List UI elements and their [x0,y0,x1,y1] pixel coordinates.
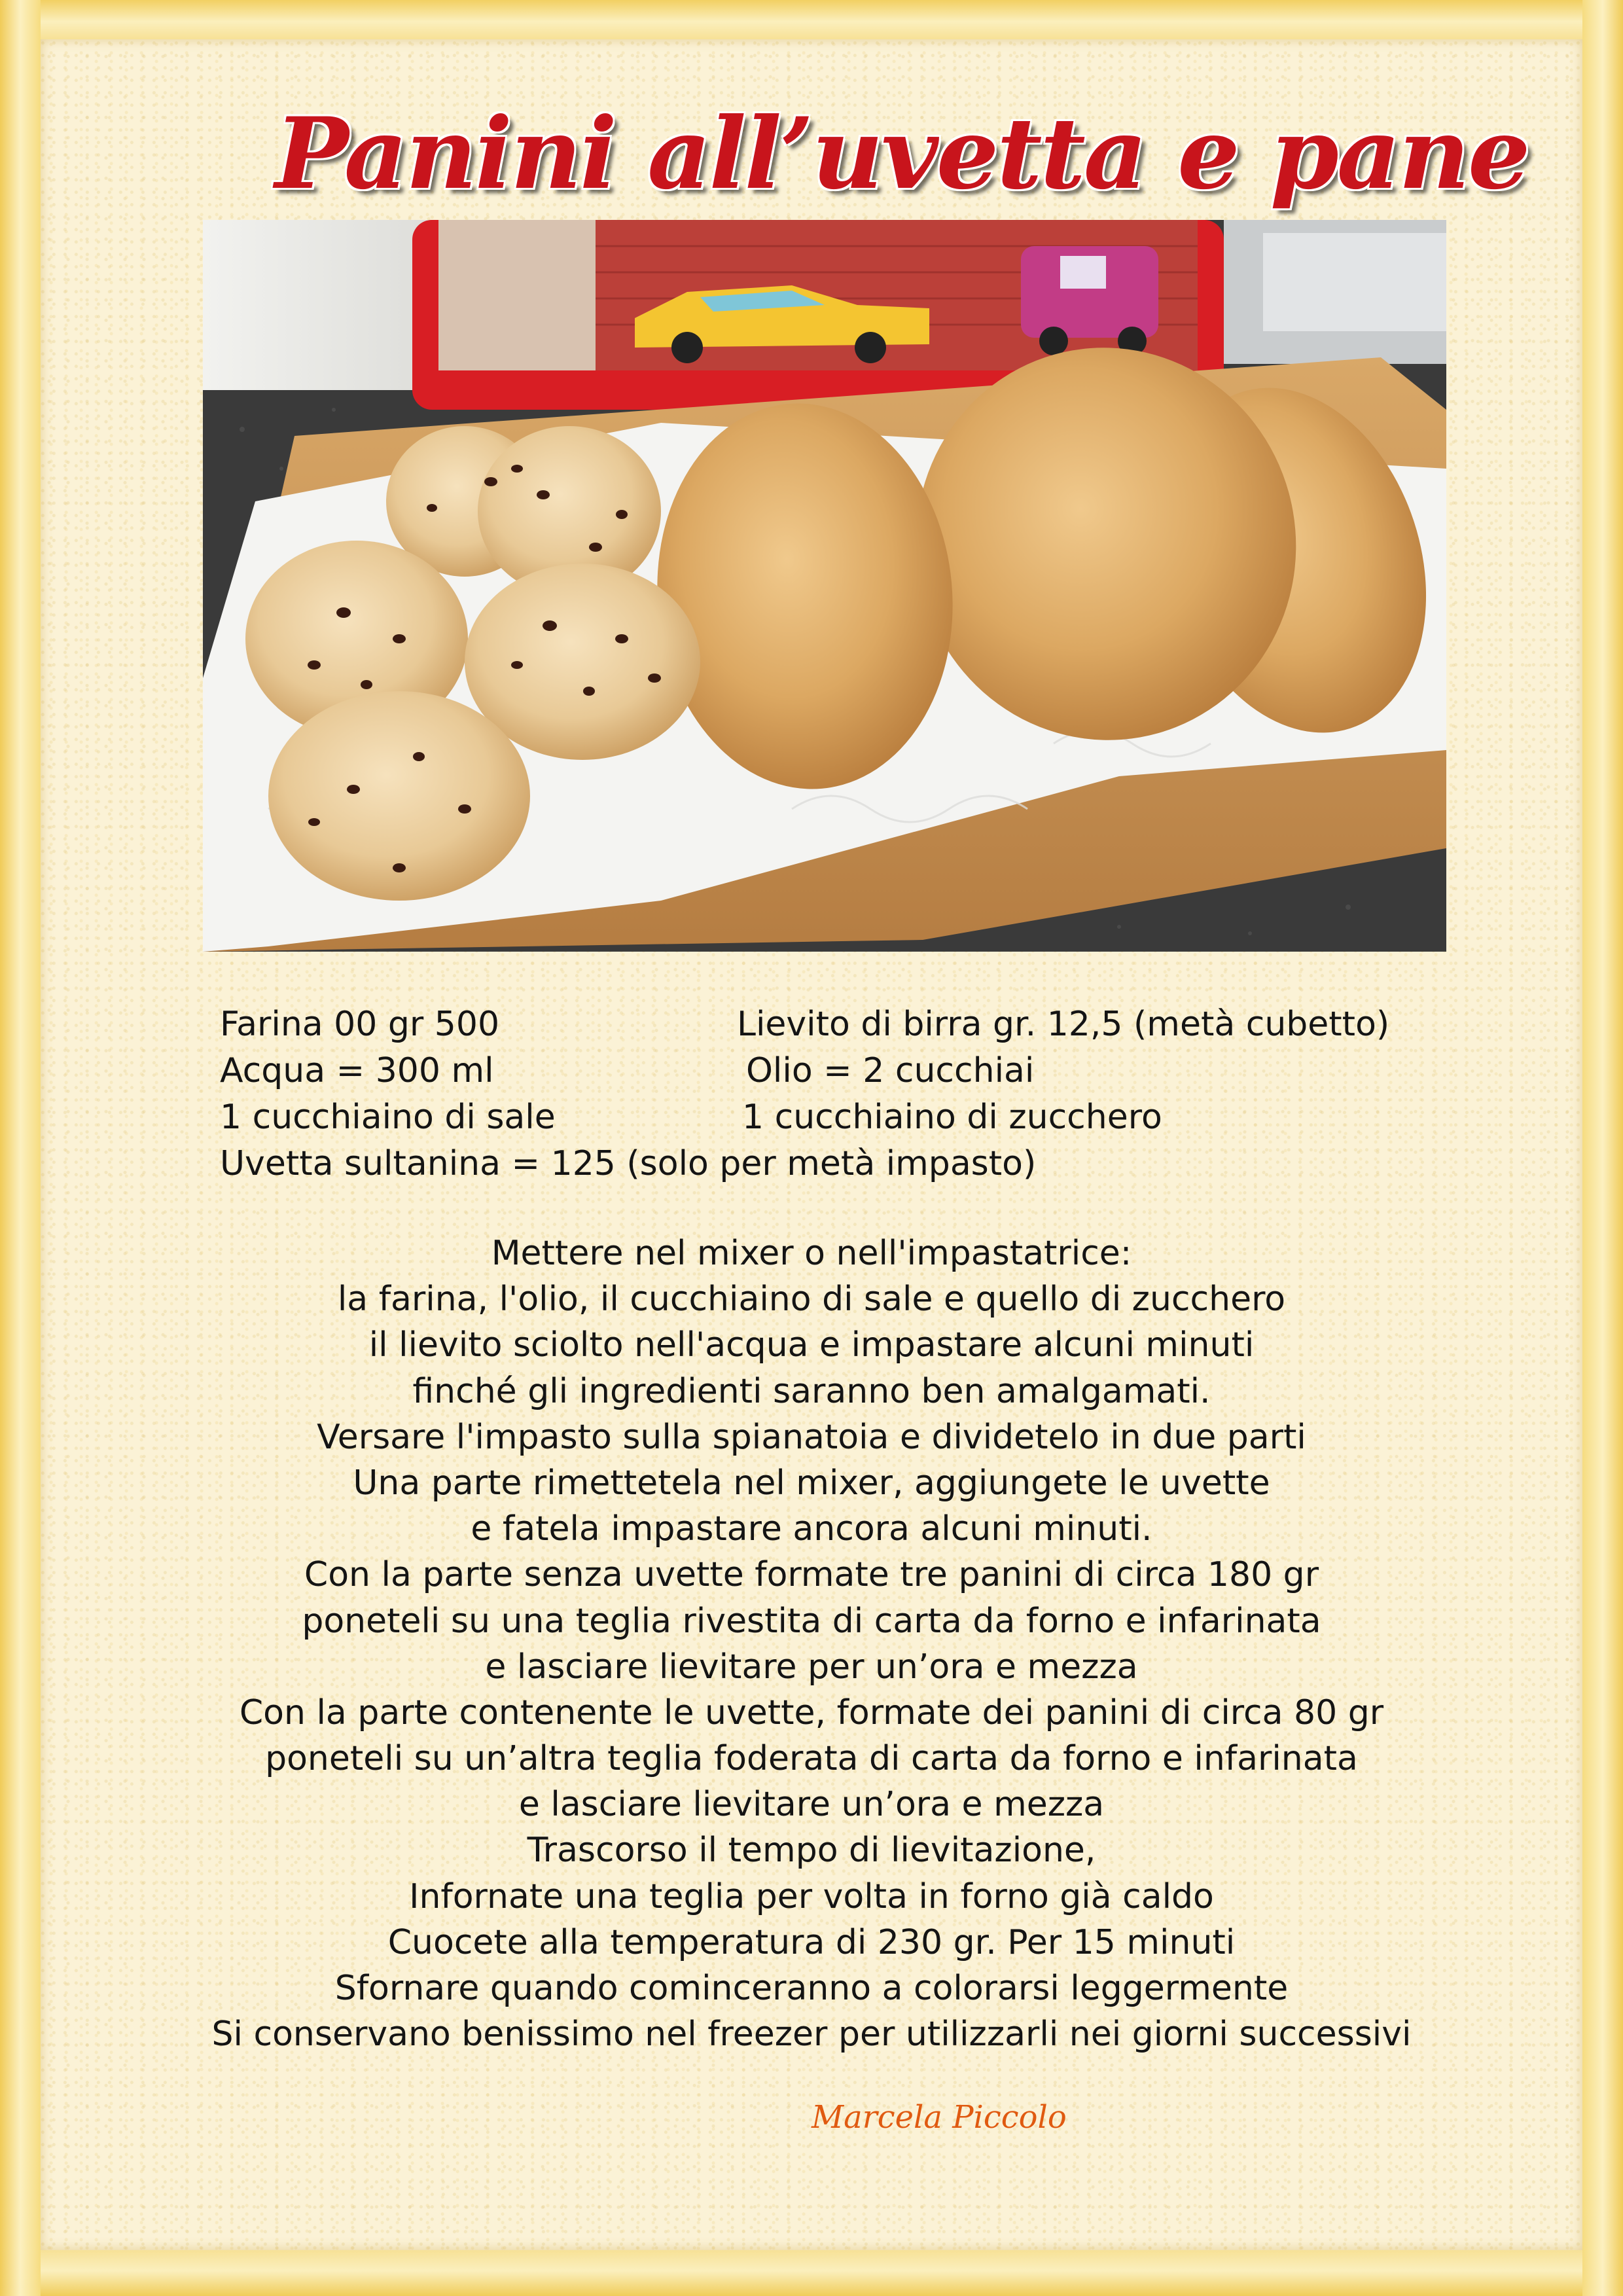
ingredient-row [220,1001,1463,1048]
frame-border-left [0,0,41,2296]
author-signature: Marcela Piccolo [812,2099,1067,2136]
frame-border-bottom [0,2250,1623,2296]
method-line: poneteli su una teglia rivestita di carta da forno e infarinata [302,1601,1321,1641]
frame-border-top [0,0,1623,39]
method-line: Si conservano benissimo nel freezer per utilizzarli nei giorni successivi [211,2015,1412,2054]
method-line: Con la parte senza uvette formate tre panini di circa 180 gr [304,1555,1319,1595]
method-line: Cuocete alla temperatura di 230 gr. Per 15 minuti [387,1922,1236,1962]
ingredient-row [220,1141,1463,1187]
method-line: il lievito sciolto nell'acqua e impastare alcuni minuti [368,1325,1255,1365]
method-line: Trascorso il tempo di lievitazione, [527,1831,1096,1871]
method-line: e fatela impastare ancora alcuni minuti. [471,1509,1152,1549]
ingredient-item: Lievito di birra gr. 12,5 (metà cubetto) [737,1005,1390,1044]
ingredient-item: Uvetta sultanina = 125 (solo per metà impasto) [220,1144,1037,1183]
method-line: Versare l'impasto sulla spianatoia e dividetelo in due parti [317,1417,1306,1457]
ingredients-list [220,1001,1463,1191]
method-line: e lasciare lievitare per un’ora e mezza [485,1647,1138,1687]
method-line: la farina, l'olio, il cucchiaino di sale e quello di zucchero [337,1280,1286,1319]
method-line: Infornate una teglia per volta in forno già caldo [409,1876,1214,1916]
method-line: Con la parte contenente le uvette, formate dei panini di circa 80 gr [239,1693,1384,1732]
recipe-photo [203,220,1446,952]
method-line: e lasciare lievitare un’ora e mezza [518,1785,1105,1825]
method-line: Mettere nel mixer o nell'impastatrice: [491,1234,1132,1273]
frame-border-right [1582,0,1623,2296]
ingredient-item: Acqua = 300 ml [220,1051,494,1090]
ingredient-item: Farina 00 gr 500 [220,1005,500,1044]
method-line: poneteli su un’altra teglia foderata di carta da forno e infarinata [265,1739,1358,1779]
ingredient-row [220,1094,1463,1141]
ingredient-item: 1 cucchiaino di zucchero [742,1098,1162,1137]
recipe-title: Panini all’uvetta e pane [275,96,1529,211]
ingredient-item: 1 cucchiaino di sale [220,1098,556,1137]
method-line: Sfornare quando cominceranno a colorarsi leggermente [334,1969,1289,2008]
ingredient-item: Olio = 2 cucchiai [746,1051,1035,1090]
method-line: Una parte rimettetela nel mixer, aggiungete le uvette [353,1463,1270,1503]
method-line: finché gli ingredienti saranno ben amalgamati. [412,1371,1211,1411]
method-text [144,1230,1479,2062]
ingredient-row [220,1048,1463,1094]
